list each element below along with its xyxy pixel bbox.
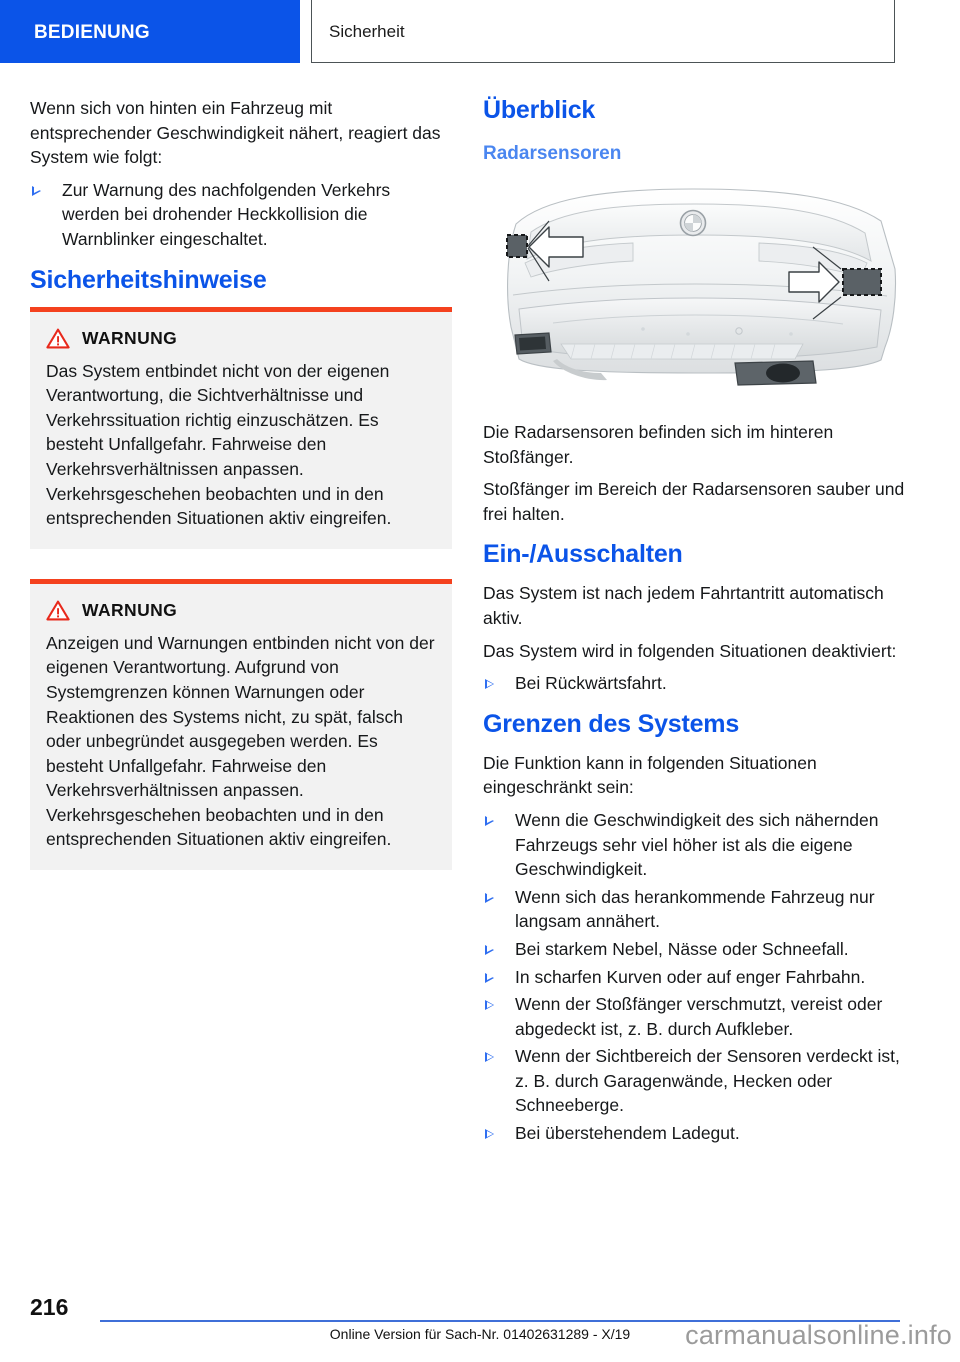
section-tab-label: Sicherheit [329, 22, 405, 41]
page-footer [0, 1272, 960, 1362]
bullet-triangle-icon [485, 1000, 494, 1010]
warning-title: WARNUNG [82, 327, 178, 348]
bullet-triangle-icon [485, 1129, 494, 1139]
onoff-paragraph-1: Das System ist nach jedem Fahrtantritt automatisch aktiv. [483, 583, 884, 628]
warning-text: Das System entbindet nicht von der eigenen Verantwortung, die Sichtverhältnisse und Verkehrssituation richtig einzuschätzen. Es besteht Unfallgefahr. Fahrweise den Verkehrsverhältnissen anpassen. Verkehrsgeschehen beobachten und in den entsprechenden Situationen aktiv eingreifen. [46, 360, 392, 529]
warning-title: WARNUNG [82, 599, 178, 620]
online-version-note: Online Version für Sach-Nr. 01402631289 - X/19 [329, 1326, 631, 1342]
left-column [30, 96, 452, 900]
list-item [483, 992, 905, 1041]
heading-ein-ausschalten: Ein-/Ausschalten [483, 540, 683, 569]
watermark: carmanualsonline.info [685, 1320, 952, 1350]
list-item [483, 1121, 905, 1146]
warning-triangle-icon [46, 328, 70, 349]
section-tab[interactable] [311, 0, 895, 63]
rear-bumper-radar-sensor-diagram [483, 177, 905, 402]
list-item-label: Wenn die Geschwindigkeit des sich nähernden Fahrzeugs sehr viel höher ist als die eigene Geschwindigkeit. [515, 809, 879, 880]
warning-box-2 [30, 579, 452, 870]
list-item [483, 1044, 905, 1118]
bullet-triangle-icon [32, 186, 41, 196]
chapter-tab-label: BEDIENUNG [34, 22, 150, 43]
limits-bullet-list [483, 808, 905, 1146]
onoff-paragraph-2: Das System wird in folgenden Situationen deaktiviert: [483, 640, 897, 661]
page-title-sicherheitshinweise: Sicherheitshinweise [30, 265, 267, 294]
list-item [483, 671, 905, 696]
list-item-label: In scharfen Kurven oder auf enger Fahrbahn. [515, 966, 866, 987]
list-item [483, 965, 905, 990]
intro-bullet-list [30, 178, 452, 252]
list-item [483, 937, 905, 962]
bullet-triangle-icon [485, 816, 494, 826]
subheading-radarsensoren: Radarsensoren [483, 143, 622, 164]
list-item-label: Wenn sich das herankommende Fahrzeug nur langsam annähert. [515, 886, 875, 932]
warning-triangle-icon [46, 600, 70, 621]
limits-intro: Die Funktion kann in folgenden Situationen eingeschränkt sein: [483, 752, 817, 798]
page-number: 216 [30, 1294, 69, 1320]
radar-paragraph-1: Die Radarsensoren befinden sich im hinteren Stoßfänger. [483, 422, 834, 467]
heading-grenzen-des-systems: Grenzen des Systems [483, 709, 740, 738]
list-item-label: Zur Warnung des nachfolgenden Verkehrs werden bei drohender Heckkollision die Warnblinker eingeschaltet. [62, 179, 391, 249]
intro-paragraph: Wenn sich von hinten ein Fahrzeug mit entsprechender Geschwindigkeit nähert, reagiert das System wie folgt: [30, 98, 441, 168]
list-item [30, 178, 452, 252]
onoff-bullet-list [483, 671, 905, 696]
right-column [483, 96, 905, 1160]
chapter-tab[interactable] [0, 0, 300, 63]
list-item-label: Bei Rückwärtsfahrt. [515, 673, 667, 694]
bullet-triangle-icon [485, 893, 494, 903]
list-item [483, 808, 905, 882]
warning-header [46, 600, 436, 621]
page-header [0, 0, 960, 64]
radar-paragraph-2: Stoßfänger im Bereich der Radarsensoren sauber und frei halten. [483, 479, 905, 524]
bullet-triangle-icon [485, 679, 494, 689]
list-item-label: Bei überstehendem Ladegut. [515, 1123, 740, 1144]
warning-header [46, 328, 436, 349]
warning-box-1 [30, 307, 452, 549]
bullet-triangle-icon [485, 973, 494, 983]
list-item [483, 885, 905, 934]
list-item-label: Bei starkem Nebel, Nässe oder Schneefall. [515, 938, 849, 959]
list-item-label: Wenn der Stoßfänger verschmutzt, vereist oder abgedeckt ist, z. B. durch Aufkleber. [515, 994, 883, 1039]
heading-ueberblick: Überblick [483, 96, 596, 124]
list-item-label: Wenn der Sichtbereich der Sensoren verdeckt ist, z. B. durch Garagenwände, Hecken oder Schneeberge. [515, 1046, 900, 1116]
bullet-triangle-icon [485, 945, 494, 955]
warning-text: Anzeigen und Warnungen entbinden nicht von der eigenen Verantwortung. Aufgrund von Systemgrenzen können Warnungen oder Reaktionen des Systems nicht, zu spät, falsch oder unbegründet ausgegeben werden. Es besteht Unfallgefahr. Fahrweise den Verkehrsverhältnissen anpassen. Verkehrsgeschehen beobachten und in den entsprechenden Situationen aktiv eingreifen. [46, 632, 435, 850]
bullet-triangle-icon [485, 1052, 494, 1062]
